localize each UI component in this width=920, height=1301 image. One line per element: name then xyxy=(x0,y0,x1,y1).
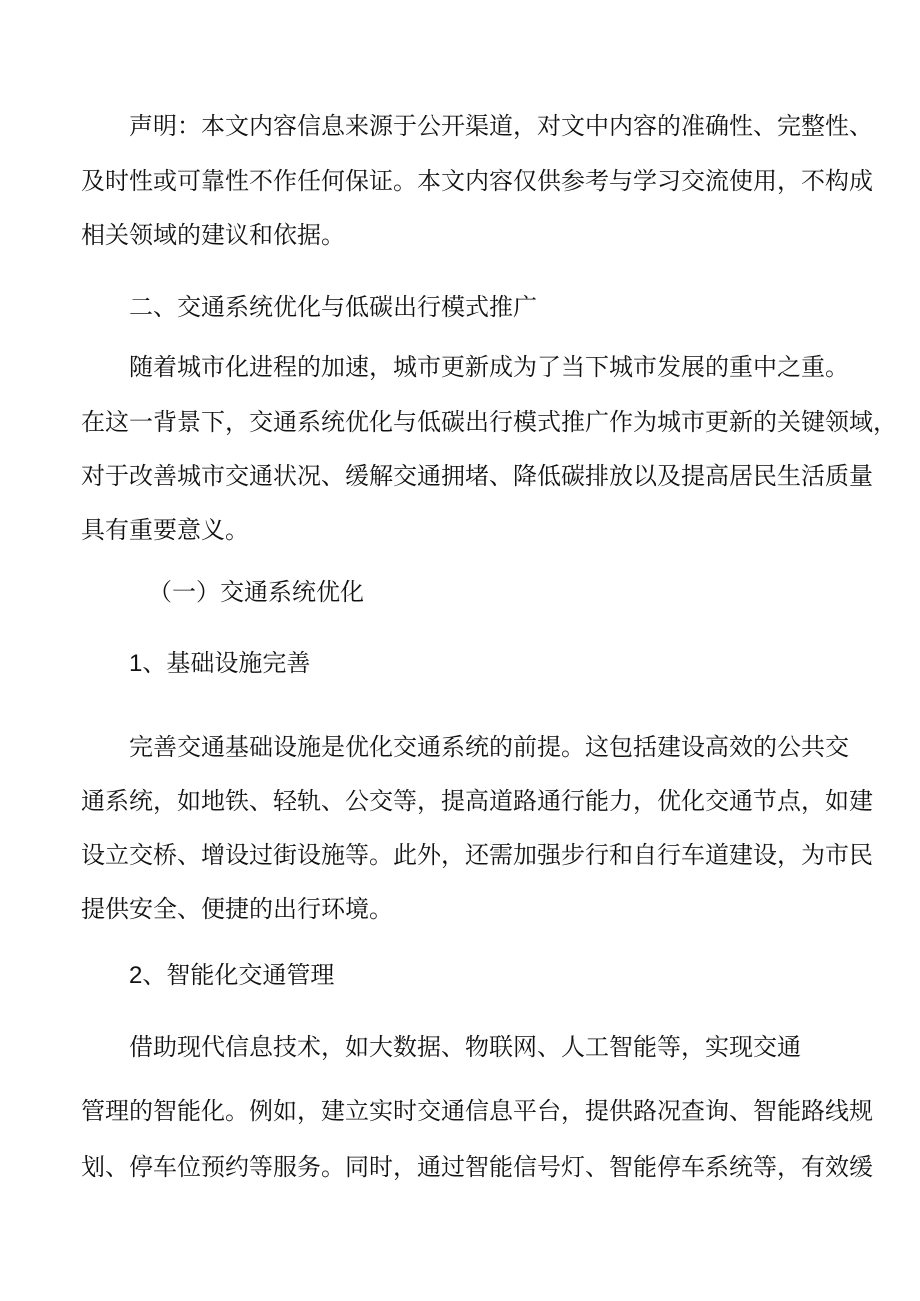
intro-line: 具有重要意义。 xyxy=(81,516,249,544)
intro-line: 在这一背景下，交通系统优化与低碳出行模式推广作为城市更新的关键领域， xyxy=(81,408,897,436)
intro-line: 对于改善城市交通状况、缓解交通拥堵、降低碳排放以及提高居民生活质量 xyxy=(81,462,873,490)
item2-line: 划、停车位预约等服务。同时，通过智能信号灯、智能停车系统等，有效缓 xyxy=(81,1153,873,1181)
disclaimer-line: 声明：本文内容信息来源于公开渠道，对文中内容的准确性、完整性、 xyxy=(129,112,873,140)
item1-line: 完善交通基础设施是优化交通系统的前提。这包括建设高效的公共交 xyxy=(129,733,849,761)
item2-title: 2、智能化交通管理 xyxy=(129,962,335,989)
item2-line: 管理的智能化。例如，建立实时交通信息平台，提供路况查询、智能路线规 xyxy=(81,1097,873,1125)
item1-line: 设立交桥、增设过街设施等。此外，还需加强步行和自行车道建设，为市民 xyxy=(81,841,873,869)
item1-title: 1、基础设施完善 xyxy=(129,650,311,677)
disclaimer-line: 及时性或可靠性不作任何保证。本文内容仅供参考与学习交流使用，不构成 xyxy=(81,167,873,195)
disclaimer-line: 相关领域的建议和依据。 xyxy=(81,221,345,249)
section-title: 二、交通系统优化与低碳出行模式推广 xyxy=(129,293,537,321)
subsection-title: （一）交通系统优化 xyxy=(148,578,364,606)
item1-line: 通系统，如地铁、轻轨、公交等，提高道路通行能力，优化交通节点，如建 xyxy=(81,787,873,815)
intro-line: 随着城市化进程的加速，城市更新成为了当下城市发展的重中之重。 xyxy=(129,353,849,381)
item2-line: 借助现代信息技术，如大数据、物联网、人工智能等，实现交通 xyxy=(129,1033,801,1061)
item1-line: 提供安全、便捷的出行环境。 xyxy=(81,895,393,923)
